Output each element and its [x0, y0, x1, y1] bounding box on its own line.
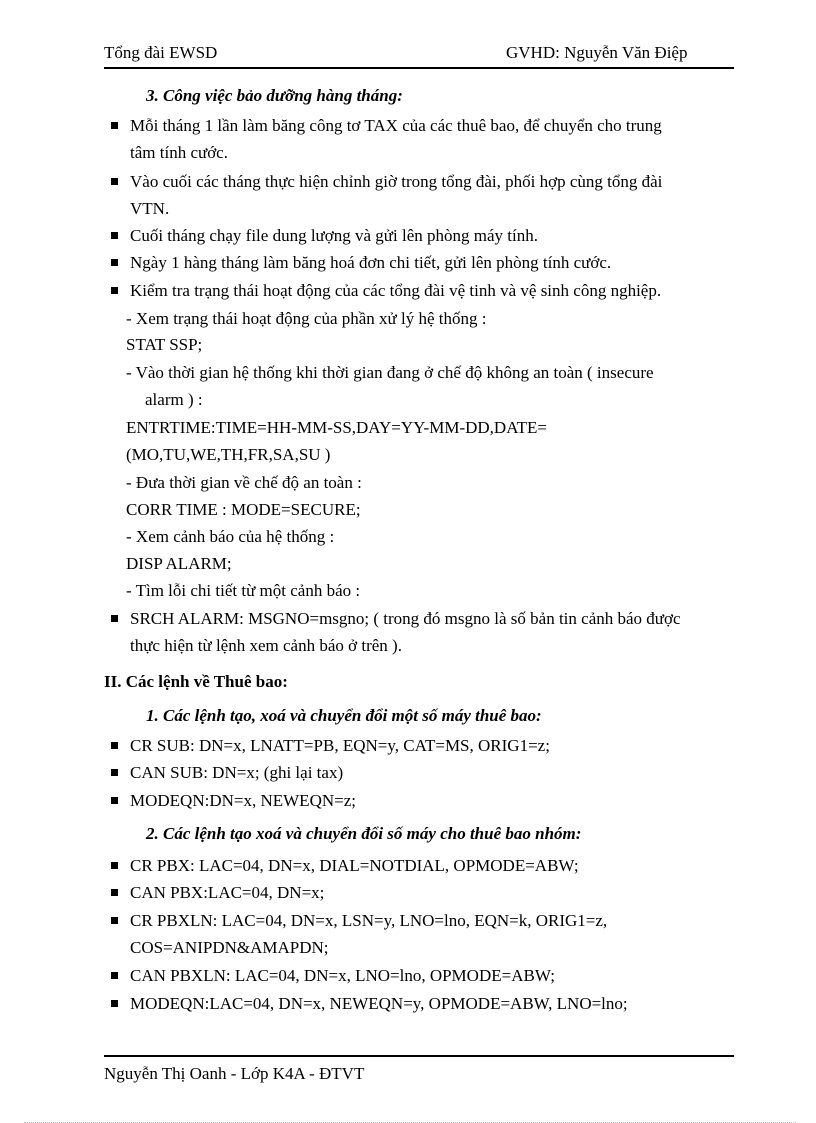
cmd-modeqn-pbx: MODEQN:LAC=04, DN=x, NEWEQN=y, OPMODE=ABW, LNO=lno;: [130, 994, 628, 1013]
bullet-icon: [111, 1000, 118, 1007]
cmd-disp-alarm: DISP ALARM;: [126, 554, 232, 573]
header-rule: [104, 67, 734, 69]
monthly-item-2-line2: VTN.: [130, 199, 170, 218]
cmd-can-sub: CAN SUB: DN=x; (ghi lại tax): [130, 763, 344, 782]
cmd-corr-time: CORR TIME : MODE=SECURE;: [126, 500, 361, 519]
bullet-icon: [111, 917, 118, 924]
monthly-item-3: Cuối tháng chạy file dung lượng và gửi lên phòng máy tính.: [130, 226, 538, 245]
cmd-cr-pbx: CR PBX: LAC=04, DN=x, DIAL=NOTDIAL, OPMODE=ABW;: [130, 856, 579, 875]
cmd-stat-ssp: STAT SSP;: [126, 335, 203, 354]
cmd-can-pbx: CAN PBX:LAC=04, DN=x;: [130, 883, 325, 902]
footer-text: Nguyễn Thị Oanh - Lớp K4A - ĐTVT: [104, 1064, 365, 1083]
bullet-icon: [111, 972, 118, 979]
cmd-entr-time-line2: (MO,TU,WE,TH,FR,SA,SU ): [126, 445, 331, 464]
bullet-icon: [111, 287, 118, 294]
bullet-icon: [111, 178, 118, 185]
desc-corr-time: - Đưa thời gian về chế độ an toàn :: [126, 473, 362, 492]
monthly-item-5: Kiểm tra trạng thái hoạt động của các tổng đài vệ tinh và vệ sinh công nghiệp.: [130, 281, 662, 300]
bullet-icon: [111, 122, 118, 129]
cmd-cr-pbxln-line1: CR PBXLN: LAC=04, DN=x, LSN=y, LNO=lno, EQN=k, ORIG1=z,: [130, 911, 608, 930]
cmd-can-pbxln: CAN PBXLN: LAC=04, DN=x, LNO=lno, OPMODE=ABW;: [130, 966, 555, 985]
desc-entr-time-line2: alarm ) :: [145, 390, 203, 409]
section-ii-title: II. Các lệnh về Thuê bao:: [104, 672, 288, 691]
cmd-srch-alarm-line1: SRCH ALARM: MSGNO=msgno; ( trong đó msgno là số bản tin cảnh báo được: [130, 609, 681, 628]
bullet-icon: [111, 769, 118, 776]
desc-entr-time-line1: - Vào thời gian hệ thống khi thời gian đang ở chế độ không an toàn ( insecure: [126, 363, 654, 382]
monthly-item-1-line1: Mỗi tháng 1 lần làm băng công tơ TAX của các thuê bao, để chuyển cho trung: [130, 116, 662, 135]
cmd-cr-sub: CR SUB: DN=x, LNATT=PB, EQN=y, CAT=MS, ORIG1=z;: [130, 736, 550, 755]
bullet-icon: [111, 797, 118, 804]
bullet-icon: [111, 259, 118, 266]
cmd-cr-pbxln-line2: COS=ANIPDN&AMAPDN;: [130, 938, 329, 957]
bullet-icon: [111, 862, 118, 869]
subsection-1-title: 1. Các lệnh tạo, xoá và chuyển đổi một số máy thuê bao:: [146, 706, 542, 725]
cmd-srch-alarm-line2: thực hiện từ lệnh xem cảnh báo ở trên ).: [130, 636, 402, 655]
cmd-entr-time-line1: ENTRTIME:TIME=HH-MM-SS,DAY=YY-MM-DD,DATE=: [126, 418, 547, 437]
bullet-icon: [111, 232, 118, 239]
desc-disp-alarm: - Xem cảnh báo của hệ thống :: [126, 527, 335, 546]
monthly-item-4: Ngày 1 hàng tháng làm băng hoá đơn chi tiết, gửi lên phòng tính cước.: [130, 253, 612, 272]
header-left: Tổng đài EWSD: [104, 43, 218, 62]
desc-stat-ssp: - Xem trạng thái hoạt động của phần xử lý hệ thống :: [126, 309, 487, 328]
bullet-icon: [111, 615, 118, 622]
desc-srch-alarm: - Tìm lỗi chi tiết từ một cảnh báo :: [126, 581, 361, 600]
cmd-modeqn-sub: MODEQN:DN=x, NEWEQN=z;: [130, 791, 356, 810]
monthly-item-1-line2: tâm tính cước.: [130, 143, 228, 162]
header-right: GVHD: Nguyễn Văn Điệp: [506, 43, 688, 62]
bullet-icon: [111, 742, 118, 749]
section-3-title: 3. Công việc bảo dưỡng hàng tháng:: [146, 86, 403, 105]
footer-rule: [104, 1055, 734, 1057]
bullet-icon: [111, 889, 118, 896]
monthly-item-2-line1: Vào cuối các tháng thực hiện chỉnh giờ trong tổng đài, phối hợp cùng tổng đài: [130, 172, 663, 191]
subsection-2-title: 2. Các lệnh tạo xoá và chuyển đổi số máy cho thuê bao nhóm:: [146, 824, 582, 843]
